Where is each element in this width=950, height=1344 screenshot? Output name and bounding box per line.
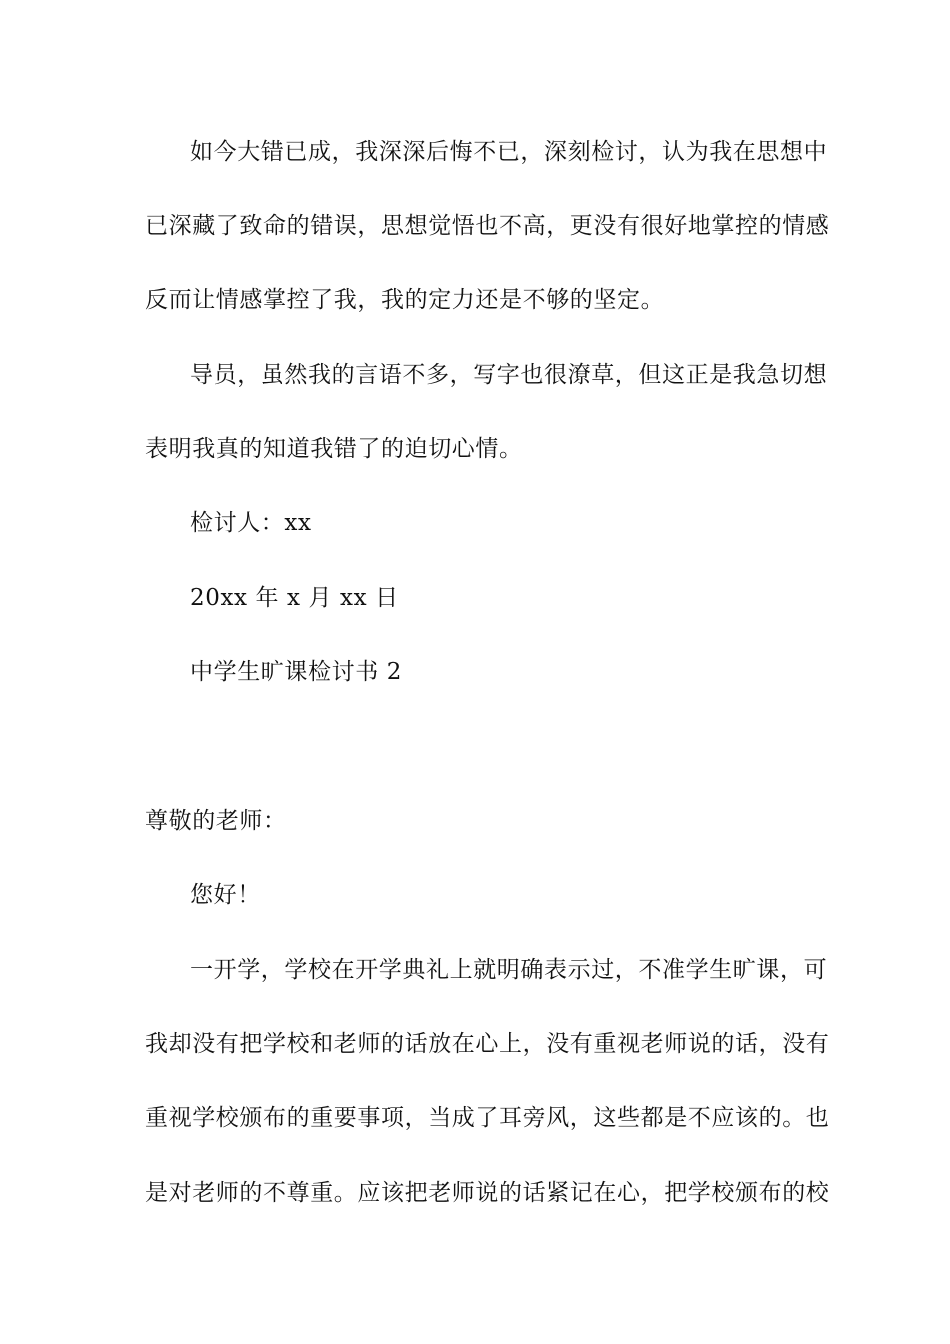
paragraph-line: 表明我真的知道我错了的迫切心情。 [145, 436, 523, 462]
paragraph-line: 重视学校颁布的重要事项，当成了耳旁风，这些都是不应该的。也 [145, 1105, 830, 1131]
paragraph-line: 导员，虽然我的言语不多，写字也很潦草，但这正是我急切想 [190, 362, 828, 388]
salutation: 尊敬的老师： [145, 808, 287, 834]
paragraph-line: 如今大错已成，我深深后悔不已，深刻检讨，认为我在思想中 [190, 139, 828, 165]
paragraph-line: 是对老师的不尊重。应该把老师说的话紧记在心，把学校颁布的校 [145, 1180, 830, 1206]
paragraph-line: 反而让情感掌控了我，我的定力还是不够的坚定。 [145, 287, 665, 313]
signature-line: 检讨人：xx [190, 510, 312, 536]
date-line: 20xx 年 x 月 xx 日 [190, 585, 399, 611]
section-title: 中学生旷课检讨书 2 [190, 659, 402, 685]
paragraph-line: 一开学，学校在开学典礼上就明确表示过，不准学生旷课，可 [190, 957, 828, 983]
greeting: 您好！ [190, 882, 261, 908]
paragraph-line: 我却没有把学校和老师的话放在心上，没有重视老师说的话，没有 [145, 1031, 830, 1057]
paragraph-line: 已深藏了致命的错误，思想觉悟也不高，更没有很好地掌控的情感 [145, 213, 830, 239]
